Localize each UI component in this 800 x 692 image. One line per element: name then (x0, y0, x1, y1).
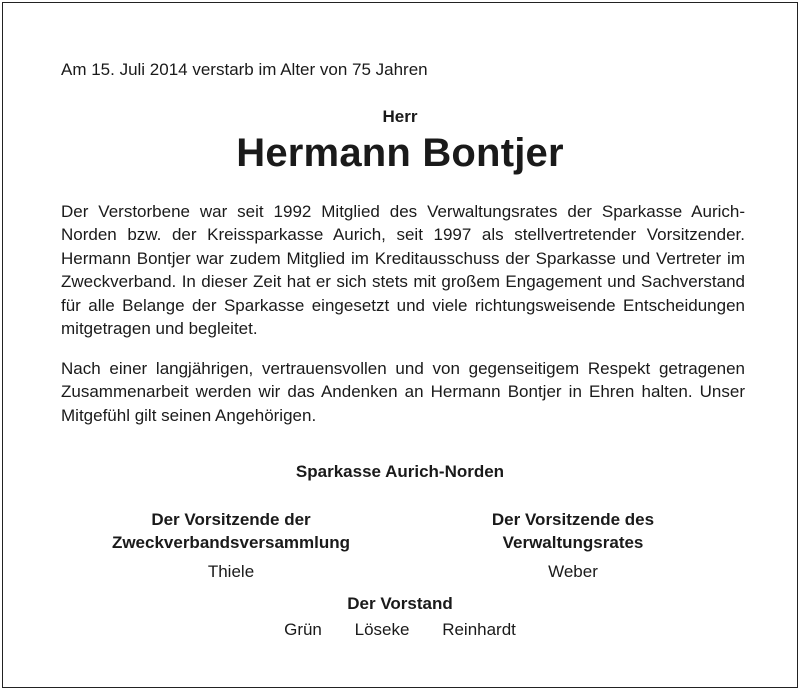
signatory-left-name: Thiele (207, 562, 255, 581)
deceased-name: Hermann Bontjer (236, 131, 564, 175)
board-members (3, 620, 797, 640)
signatory-right-title-line1: Der Vorsitzende des (491, 510, 655, 529)
signatory-right (413, 508, 733, 583)
signatory-right-title-line2: Verwaltungsrates (502, 533, 644, 552)
board-member: Grün (284, 620, 322, 639)
salutation: Herr (382, 107, 418, 126)
condolence-paragraph: Nach einer langjährigen, vertrauensvollen und von gegenseitigem Respekt getragenen Zusammenarbeit werden wir das Andenken an Hermann Bontjer in Ehren halten. Unser Mitgefühl gilt seinen Angehörigen. (61, 359, 745, 425)
board-member: Reinhardt (442, 620, 516, 639)
board-member: Löseke (354, 620, 410, 639)
signatory-right-name: Weber (548, 562, 598, 581)
signatory-left (71, 508, 391, 583)
signatory-left-title-line1: Der Vorsitzende der (151, 510, 311, 529)
signatory-left-title-line2: Zweckverbandsversammlung (111, 533, 351, 552)
organization-name: Sparkasse Aurich-Norden (295, 462, 505, 481)
tribute-paragraph: Der Verstorbene war seit 1992 Mitglied des Verwaltungsrates der Sparkasse Aurich-Norden bzw. der Kreissparkasse Aurich, seit 1997 als stellvertretender Vorsitzender. Hermann Bontjer war zudem Mitglied im Kreditausschuss der Sparkasse und Vertreter im Zweckverband. In dieser Zeit hat er sich stets mit großem Engagement und Sachverstand für alle Belange der Sparkasse eingesetzt und viele richtungsweisende Entscheidungen mitgetragen und begleitet. (61, 202, 745, 339)
board-title: Der Vorstand (347, 594, 453, 613)
obituary-notice (2, 2, 798, 688)
intro-line: Am 15. Juli 2014 verstarb im Alter von 75 Jahren (61, 60, 428, 79)
